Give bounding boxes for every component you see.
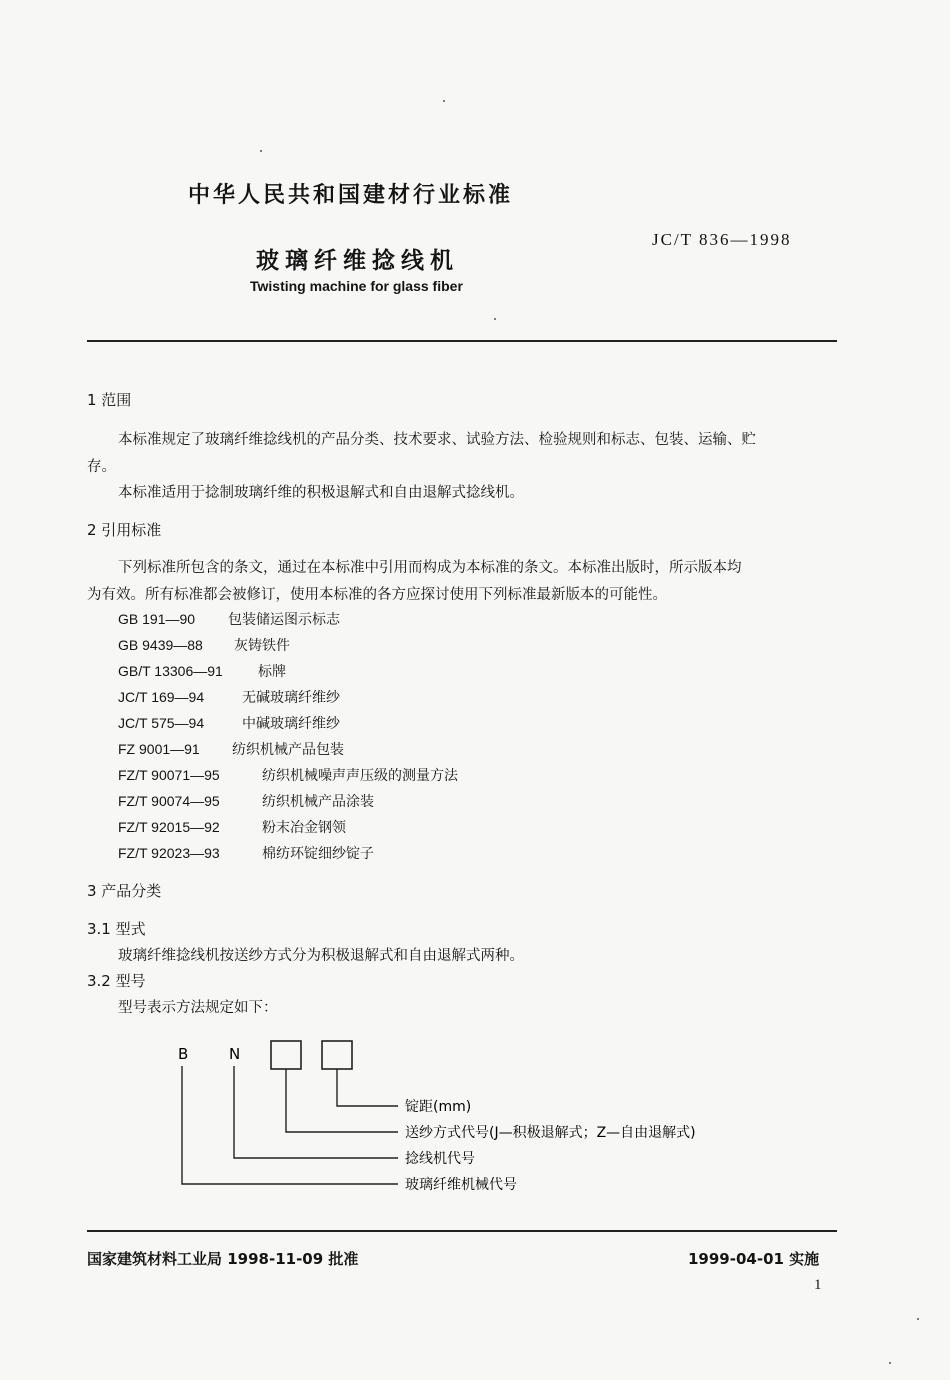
reference-title: 纺织机械噪声声压级的测量方法 [262, 768, 458, 784]
reference-code: FZ/T 92015—92 [118, 819, 220, 835]
reference-title: 粉末冶金钢领 [262, 820, 346, 836]
reference-title: 标牌 [258, 664, 286, 680]
diagram-line-1 [337, 1069, 398, 1106]
section-1-heading: 1 范围 [87, 391, 132, 409]
reference-code: JC/T 575—94 [118, 715, 205, 731]
reference-title: 包装储运图示标志 [228, 612, 340, 628]
page-number: 1 [814, 1277, 822, 1293]
scan-speck [260, 150, 262, 152]
section-1-paragraph-2: 本标准适用于捻制玻璃纤维的积极退解式和自由退解式捻线机。 [118, 485, 524, 501]
reference-code: GB 9439—88 [118, 637, 203, 653]
section-3-2-text: 型号表示方法规定如下： [118, 1000, 278, 1016]
reference-code: FZ/T 90071—95 [118, 767, 220, 783]
section-1-paragraph-1a: 本标准规定了玻璃纤维捻线机的产品分类、技术要求、试验方法、检验规则和标志、包装、运输、贮 [118, 432, 756, 448]
issuing-org-title: 中华人民共和国建材行业标准 [188, 183, 514, 208]
standard-number: JC/T 836—1998 [652, 230, 792, 249]
section-2-paragraph-1a: 下列标准所包含的条文，通过在本标准中引用而构成为本标准的条文。本标准出版时，所示版本均 [118, 560, 742, 576]
reference-title: 棉纺环锭细纱锭子 [262, 846, 374, 862]
effective-date-text: 1999-04-01 实施 [688, 1250, 820, 1268]
reference-code: FZ/T 92023—93 [118, 845, 220, 861]
scan-speck [889, 1362, 891, 1364]
reference-title: 纺织机械产品包装 [232, 742, 344, 758]
diagram-box-1 [271, 1041, 301, 1069]
section-3-1-text: 玻璃纤维捻线机按送纱方式分为积极退解式和自由退解式两种。 [118, 948, 524, 964]
reference-title: 中碱玻璃纤维纱 [242, 716, 340, 732]
section-3-2-heading: 3.2 型号 [87, 972, 146, 990]
reference-title: 纺织机械产品涂装 [262, 794, 374, 810]
footer-divider [87, 1230, 837, 1232]
document-title-cn: 玻璃纤维捻线机 [256, 248, 459, 274]
diagram-letter-b: B [178, 1045, 189, 1063]
diagram-label-3: 捻线机代号 [405, 1151, 475, 1167]
scan-speck [494, 318, 496, 320]
section-3-1-heading: 3.1 型式 [87, 920, 146, 938]
diagram-label-4: 玻璃纤维机械代号 [405, 1177, 517, 1193]
scan-speck [917, 1318, 919, 1320]
diagram-label-1: 锭距(mm) [405, 1099, 472, 1115]
reference-code: FZ 9001—91 [118, 741, 200, 757]
diagram-line-4 [182, 1066, 398, 1184]
reference-code: JC/T 169—94 [118, 689, 205, 705]
section-3-heading: 3 产品分类 [87, 882, 162, 900]
diagram-letter-n: N [229, 1045, 241, 1063]
reference-title: 灰铸铁件 [234, 638, 290, 654]
approval-text: 国家建筑材料工业局 1998-11-09 批准 [87, 1250, 359, 1268]
reference-title: 无碱玻璃纤维纱 [242, 690, 340, 706]
scan-speck [443, 100, 445, 102]
diagram-label-2: 送纱方式代号(J—积极退解式；Z—自由退解式) [405, 1125, 696, 1141]
reference-code: GB/T 13306—91 [118, 663, 223, 679]
document-title-en: Twisting machine for glass fiber [250, 278, 463, 294]
diagram-line-2 [286, 1069, 398, 1132]
section-2-paragraph-1b: 为有效。所有标准都会被修订，使用本标准的各方应探讨使用下列标准最新版本的可能性。 [87, 587, 667, 603]
diagram-box-2 [322, 1041, 352, 1069]
diagram-line-3 [234, 1066, 398, 1158]
reference-code: FZ/T 90074—95 [118, 793, 220, 809]
reference-code: GB 191—90 [118, 611, 196, 627]
section-2-heading: 2 引用标准 [87, 521, 162, 539]
section-1-paragraph-1b: 存。 [87, 459, 116, 475]
